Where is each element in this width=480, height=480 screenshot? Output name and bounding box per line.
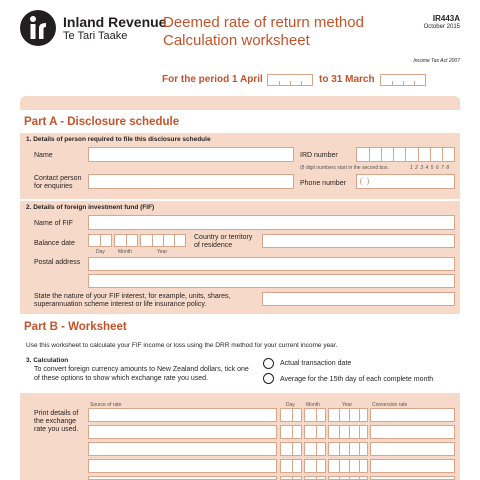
digit-divider <box>292 409 293 421</box>
col-rate-header: Conversion rate <box>372 402 408 408</box>
ird-example: 1 2 3 4 5 6 7 8 <box>410 165 450 171</box>
country-label-1: Country or territory <box>194 234 253 241</box>
nature-input[interactable] <box>262 292 455 306</box>
balance-day-input[interactable] <box>88 234 112 247</box>
print-details-label-2: the exchange <box>34 418 77 425</box>
digit-divider <box>349 443 350 455</box>
rate-month-input[interactable] <box>304 459 326 473</box>
balance-year-input[interactable] <box>140 234 186 247</box>
digit-divider <box>349 426 350 438</box>
rate-source-input[interactable] <box>88 442 277 456</box>
digit-divider <box>292 443 293 455</box>
rate-day-input[interactable] <box>280 408 302 422</box>
digit-divider <box>349 460 350 472</box>
name-input[interactable] <box>88 147 294 162</box>
phone-label: Phone number <box>300 180 346 187</box>
col-day-header: Day <box>286 402 295 408</box>
section-3-title: 3. Calculation <box>26 357 69 364</box>
print-details-label-1: Print details of <box>34 410 79 417</box>
rate-conversion-input[interactable] <box>370 442 455 456</box>
digit-divider <box>359 477 360 479</box>
radio-actual-date-label: Actual transaction date <box>280 360 352 367</box>
ir-logo <box>20 10 56 46</box>
rate-source-input[interactable] <box>88 476 277 480</box>
rate-day-input[interactable] <box>280 476 302 480</box>
fif-name-label: Name of FIF <box>34 220 73 227</box>
nature-label-2: superannuation scheme interest or life insurance policy. <box>34 301 207 308</box>
ird-number-input[interactable] <box>356 147 455 162</box>
rate-month-input[interactable] <box>304 476 326 480</box>
section-3-line2: of these options to show which exchange rate you used. <box>34 375 208 382</box>
digit-divider <box>359 409 360 421</box>
radio-average-15th-label: Average for the 15th day of each complete month <box>280 376 434 383</box>
form-title-line2: Calculation worksheet <box>163 32 310 49</box>
rate-conversion-input[interactable] <box>370 459 455 473</box>
section-3-line1: To convert foreign currency amounts to New Zealand dollars, tick one <box>34 366 249 373</box>
postal-address-input-2[interactable] <box>88 274 455 288</box>
balance-month-caption: Month <box>118 249 132 255</box>
part-b-intro: Use this worksheet to calculate your FIF income or loss using the DRR method for your current income year. <box>26 342 338 349</box>
org-name: Inland Revenue <box>63 14 167 30</box>
digit-divider <box>349 409 350 421</box>
contact-input[interactable] <box>88 174 294 189</box>
phone-input[interactable] <box>356 174 455 189</box>
balance-day-caption: Day <box>96 249 105 255</box>
act-reference: Income Tax Act 2007 <box>413 58 460 64</box>
rate-source-input[interactable] <box>88 459 277 473</box>
digit-divider <box>316 409 317 421</box>
rate-year-input[interactable] <box>328 459 368 473</box>
rate-year-input[interactable] <box>328 408 368 422</box>
form-title-line1: Deemed rate of return method <box>163 14 364 31</box>
rate-year-input[interactable] <box>328 476 368 480</box>
digit-divider <box>316 426 317 438</box>
ir-logo-icon <box>20 10 56 46</box>
form-date: October 2015 <box>423 24 460 30</box>
digit-divider <box>292 477 293 479</box>
part-a-title: Part A - Disclosure schedule <box>24 116 180 128</box>
balance-year-caption: Year <box>157 249 168 255</box>
print-details-label-3: rate you used. <box>34 426 79 433</box>
postal-address-label: Postal address <box>34 259 81 266</box>
rate-day-input[interactable] <box>280 442 302 456</box>
digit-divider <box>359 460 360 472</box>
col-year-header: Year <box>342 402 353 408</box>
part-a-top-strip <box>20 96 460 110</box>
rate-month-input[interactable] <box>304 408 326 422</box>
fif-name-input[interactable] <box>88 215 455 230</box>
rate-conversion-input[interactable] <box>370 425 455 439</box>
digit-divider <box>316 477 317 479</box>
digit-divider <box>339 426 340 438</box>
period-start-box[interactable] <box>267 74 313 86</box>
balance-date-label: Balance date <box>34 240 75 247</box>
section-1-title: 1. Details of person required to file this disclosure schedule <box>26 136 211 143</box>
digit-divider <box>339 477 340 479</box>
digit-divider <box>359 426 360 438</box>
rate-day-input[interactable] <box>280 459 302 473</box>
name-label: Name <box>34 152 53 159</box>
rate-month-input[interactable] <box>304 442 326 456</box>
section-2-title: 2. Details of foreign investment fund (FIF) <box>26 204 155 211</box>
digit-divider <box>349 477 350 479</box>
digit-divider <box>316 460 317 472</box>
rate-month-input[interactable] <box>304 425 326 439</box>
country-label-2: of residence <box>194 242 233 249</box>
rate-conversion-input[interactable] <box>370 408 455 422</box>
ird-number-label: IRD number <box>300 152 338 159</box>
radio-actual-date[interactable] <box>263 358 274 369</box>
digit-divider <box>316 443 317 455</box>
org-maori-name: Te Tari Taake <box>63 30 128 42</box>
digit-divider <box>359 443 360 455</box>
radio-average-15th[interactable] <box>263 373 274 384</box>
col-month-header: Month <box>306 402 320 408</box>
digit-divider <box>292 426 293 438</box>
digit-divider <box>339 443 340 455</box>
digit-divider <box>339 460 340 472</box>
period-to-label: to 31 March <box>319 74 375 85</box>
rate-year-input[interactable] <box>328 442 368 456</box>
rate-source-input[interactable] <box>88 425 277 439</box>
balance-month-input[interactable] <box>114 234 138 247</box>
rate-year-input[interactable] <box>328 425 368 439</box>
nature-label-1: State the nature of your FIF interest, for example, units, shares, <box>34 293 231 300</box>
rate-conversion-input[interactable] <box>370 476 455 480</box>
part-b-title: Part B - Worksheet <box>24 321 127 333</box>
col-source-header: Source of rate <box>90 402 122 408</box>
contact-label-1: Contact person <box>34 175 82 182</box>
country-input[interactable] <box>262 234 455 248</box>
ird-note: (8 digit numbers start in the second box. <box>300 165 389 171</box>
period-end-box[interactable] <box>380 74 426 86</box>
rate-source-input[interactable] <box>88 408 277 422</box>
period-label: For the period 1 April <box>162 74 263 85</box>
form-code: IR443A <box>432 14 460 23</box>
digit-divider <box>339 409 340 421</box>
contact-label-2: for enquiries <box>34 183 73 190</box>
digit-divider <box>292 460 293 472</box>
postal-address-input-1[interactable] <box>88 257 455 271</box>
rate-day-input[interactable] <box>280 425 302 439</box>
